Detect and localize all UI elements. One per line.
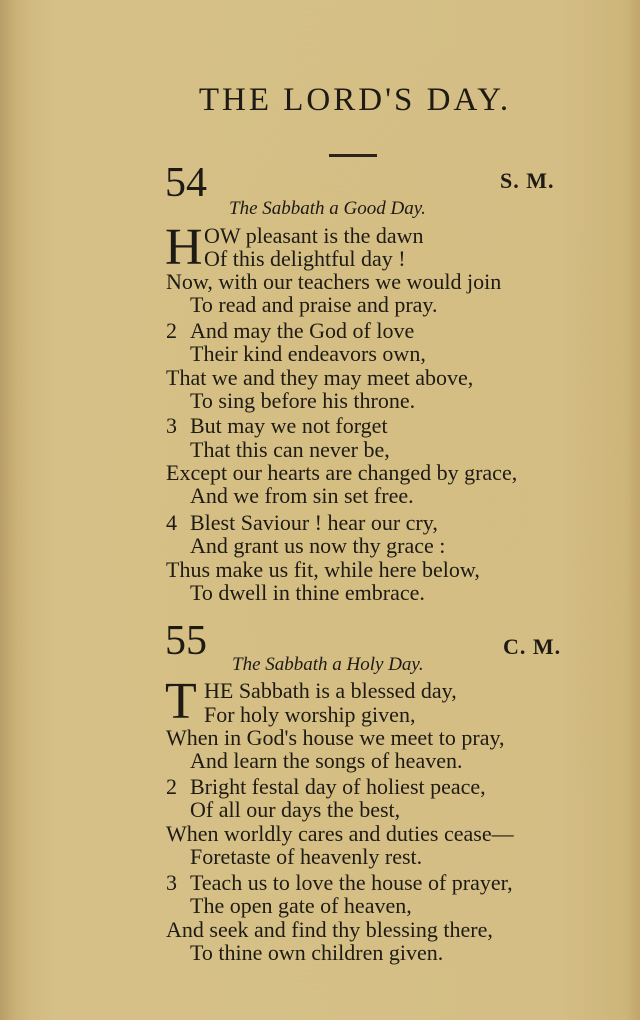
title-rule <box>329 154 377 157</box>
verse-line: That this can never be, <box>190 437 390 462</box>
verse-line: To read and praise and pray. <box>190 292 438 317</box>
hymn-title: The Sabbath a Holy Day. <box>232 654 424 675</box>
verse-line: To sing before his throne. <box>190 388 416 413</box>
verse-number: 3 <box>166 413 177 438</box>
verse-line: Thus make us fit, while here below, <box>166 557 480 582</box>
verse-line: OW pleasant is the dawn <box>204 223 424 248</box>
verse-line: To thine own children given. <box>190 940 444 965</box>
hymn-meter: C. M. <box>503 634 562 659</box>
verse-line: For holy worship given, <box>204 702 416 727</box>
verse-line: 4 Blest Saviour ! hear our cry, <box>166 510 438 535</box>
drop-cap: T <box>165 673 197 730</box>
drop-cap: H <box>165 219 203 276</box>
hymn-title: The Sabbath a Good Day. <box>229 198 426 219</box>
verse-line: And learn the songs of heaven. <box>190 748 463 773</box>
verse-line: And seek and find thy blessing there, <box>166 917 493 942</box>
verse-number: 2 <box>166 774 177 799</box>
hymn-number: 55 <box>165 618 207 664</box>
verse-line: Except our hearts are changed by grace, <box>166 460 518 485</box>
hymn-number: 54 <box>165 160 207 206</box>
verse-line: When worldly cares and duties cease— <box>166 821 514 846</box>
verse-line: And we from sin set free. <box>190 483 414 508</box>
verse-line: 3 Teach us to love the house of prayer, <box>166 870 513 895</box>
verse-number: 2 <box>166 318 177 343</box>
verse-line: 2 Bright festal day of holiest peace, <box>166 774 486 799</box>
hymn-meter: S. M. <box>500 168 555 193</box>
verse-line: Now, with our teachers we would join <box>166 269 502 294</box>
verse-line: 3 But may we not forget <box>166 413 388 438</box>
verse-number: 4 <box>166 510 177 535</box>
verse-line: Of this delightful day ! <box>204 246 406 271</box>
verse-line: HE Sabbath is a blessed day, <box>204 678 457 703</box>
section-title: THE LORD'S DAY. <box>198 82 512 118</box>
verse-line: 2 And may the God of love <box>166 318 415 343</box>
verse-line: When in God's house we meet to pray, <box>166 725 505 750</box>
verse-line: Their kind endeavors own, <box>190 341 426 366</box>
verse-number: 3 <box>166 870 177 895</box>
verse-line: The open gate of heaven, <box>190 893 412 918</box>
verse-line: To dwell in thine embrace. <box>190 580 425 605</box>
verse-line: That we and they may meet above, <box>166 365 474 390</box>
verse-line: Foretaste of heavenly rest. <box>190 844 423 869</box>
verse-line: Of all our days the best, <box>190 797 401 822</box>
verse-line: And grant us now thy grace : <box>190 533 446 558</box>
